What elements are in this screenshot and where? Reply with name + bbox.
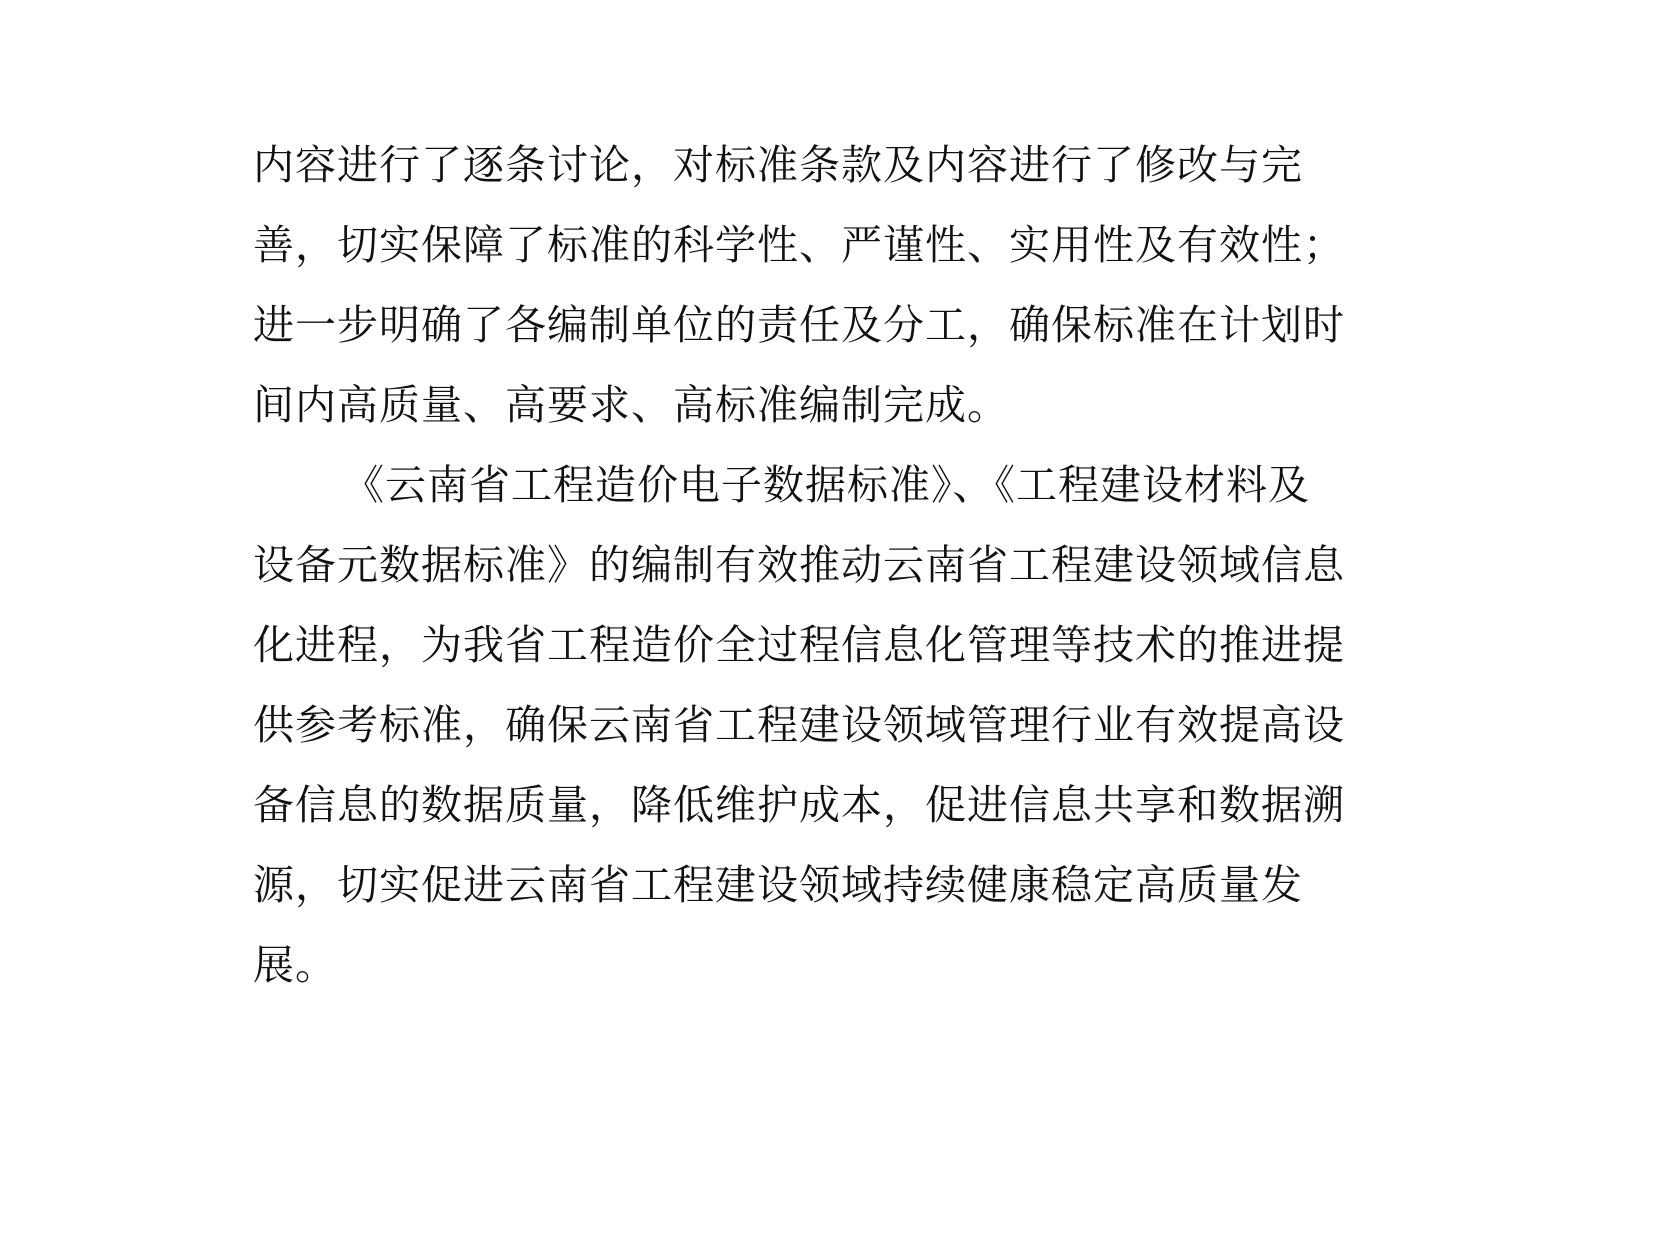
text-line: 内容进行了逐条讨论，对标准条款及内容进行了修改与完 [253, 141, 1303, 189]
paragraph-first-line: 《云南省工程造价电子数据标准》、《工程建设材料及 [343, 461, 1310, 509]
document-body [253, 125, 1423, 1005]
text-line: 间内高质量、高要求、高标准编制完成。 [253, 381, 1009, 429]
text-line: 备信息的数据质量，降低维护成本，促进信息共享和数据溯 [253, 781, 1345, 829]
text-line: 进一步明确了各编制单位的责任及分工，确保标准在计划时 [253, 301, 1345, 349]
text-line: 展。 [253, 941, 337, 989]
text-line: 设备元数据标准》的编制有效推动云南省工程建设领域信息 [253, 541, 1345, 589]
text-line: 供参考标准，确保云南省工程建设领域管理行业有效提高设 [253, 701, 1345, 749]
text-line: 化进程，为我省工程造价全过程信息化管理等技术的推进提 [253, 621, 1345, 669]
text-line: 源，切实促进云南省工程建设领域持续健康稳定高质量发 [253, 861, 1303, 909]
text-line: 善，切实保障了标准的科学性、严谨性、实用性及有效性； [253, 221, 1345, 269]
